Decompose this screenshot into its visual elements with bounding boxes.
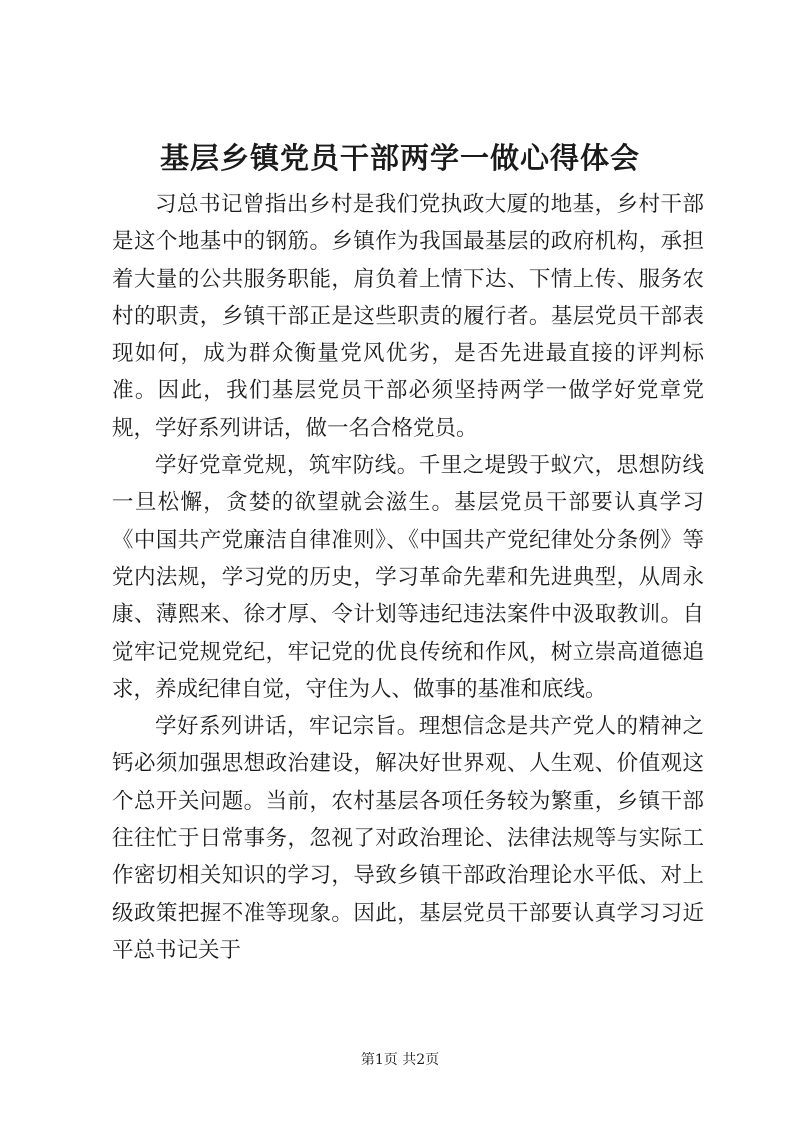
page-footer: 第1页 共2页: [360, 1052, 440, 1068]
paragraph-speeches: 学好系列讲话，牢记宗旨。理想信念是共产党人的精神之钙必须加强思想政治建设，解决好世界观、人生观、价值观这个总开关问题。当前，农村基层各项任务较为繁重，乡镇干部往往忙于日常事务，忽视了对政治理论、法律法规等与实际工作密切相关知识的学习，导致乡镇干部政治理论水平低、对上级政策把握不准等现象。因此，基层党员干部要认真学习习近平总书记关于: [112, 714, 704, 963]
paragraph-party-rules: 学好党章党规，筑牢防线。千里之堤毁于蚁穴，思想防线一旦松懈，贪婪的欲望就会滋生。基层党员干部要认真学习《中国共产党廉洁自律准则》、《中国共产党纪律处分条例》等党内法规，学习党的历史，学习革命先辈和先进典型，从周永康、薄熙来、徐才厚、令计划等违纪违法案件中汲取教训。自觉牢记党规党纪，牢记党的优良传统和作风，树立崇高道德追求，养成纪律自觉，守住为人、做事的基准和底线。: [112, 453, 704, 702]
document-body: [112, 186, 704, 969]
paragraph-intro: 习总书记曾指出乡村是我们党执政大厦的地基，乡村干部是这个地基中的钢筋。乡镇作为我国最基层的政府机构，承担着大量的公共服务职能，肩负着上情下达、下情上传、服务农村的职责，乡镇干部正是这些职责的履行者。基层党员干部表现如何，成为群众衡量党风优劣，是否先进最直接的评判标准。因此，我们基层党员干部必须坚持两学一做学好党章党规，学好系列讲话，做一名合格党员。: [112, 192, 704, 441]
document-title: 基层乡镇党员干部两学一做心得体会: [159, 141, 640, 175]
